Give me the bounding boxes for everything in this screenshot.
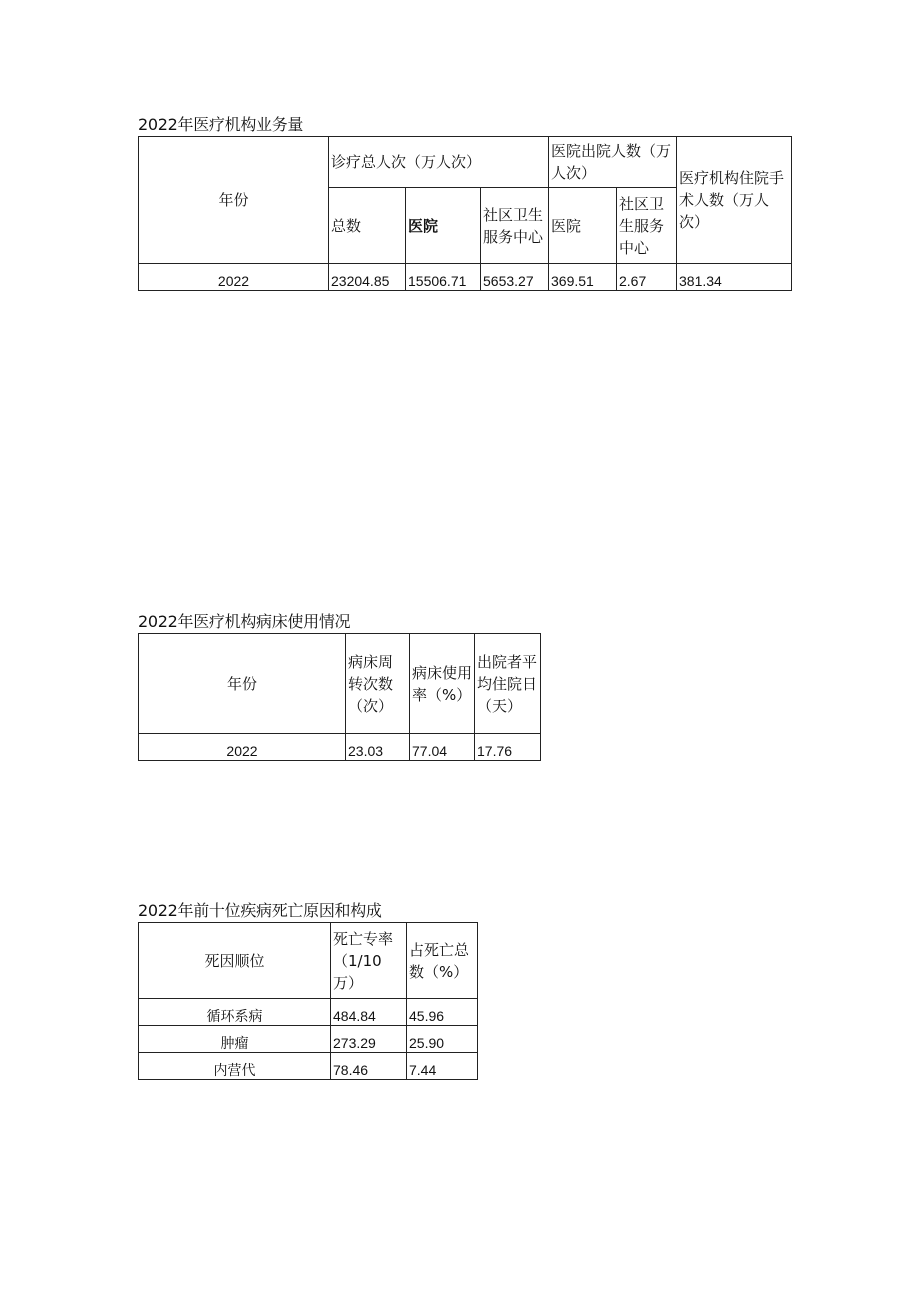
- header-discharge-group: 医院出院人数（万人次）: [549, 137, 677, 188]
- cell-usage: 77.04: [410, 734, 475, 761]
- cell-total: 23204.85: [329, 264, 406, 291]
- header-year: 年份: [139, 634, 346, 734]
- cell-rate: 273.29: [331, 1026, 407, 1053]
- cell-share: 25.90: [407, 1026, 478, 1053]
- cell-share: 7.44: [407, 1053, 478, 1080]
- cell-rate: 484.84: [331, 999, 407, 1026]
- header-community: 社区卫生服务中心: [481, 188, 549, 264]
- cell-year: 2022: [139, 264, 329, 291]
- header-surgery: 医疗机构住院手术人数（万人次）: [677, 137, 792, 264]
- header-total: 总数: [329, 188, 406, 264]
- table-row: [139, 1053, 478, 1080]
- table-row: [139, 1026, 478, 1053]
- header-rank: 死因顺位: [139, 923, 331, 999]
- cell-community: 5653.27: [481, 264, 549, 291]
- cell-turnover: 23.03: [346, 734, 410, 761]
- header-year: 年份: [139, 137, 329, 264]
- table1-medical-workload: [138, 136, 792, 291]
- header-discharge-community: 社区卫生服务中心: [617, 188, 677, 264]
- header-turnover: 病床周转次数（次）: [346, 634, 410, 734]
- header-share: 占死亡总数（%）: [407, 923, 478, 999]
- table-row: [139, 264, 792, 291]
- table3-title: 2022年前十位疾病死亡原因和构成: [138, 901, 382, 920]
- header-avg-stay: 出院者平均住院日（天）: [475, 634, 541, 734]
- table2-bed-usage: [138, 633, 541, 761]
- cell-avg-stay: 17.76: [475, 734, 541, 761]
- cell-year: 2022: [139, 734, 346, 761]
- header-rate: 死亡专率（1/10万）: [331, 923, 407, 999]
- cell-hospital: 15506.71: [406, 264, 481, 291]
- table-row: [139, 734, 541, 761]
- cell-cause: 肿瘤: [139, 1026, 331, 1053]
- header-visits-group: 诊疗总人次（万人次）: [329, 137, 549, 188]
- header-hospital: 医院: [406, 188, 481, 264]
- cell-surgery: 381.34: [677, 264, 792, 291]
- cell-cause: 内营代: [139, 1053, 331, 1080]
- table3-death-causes: [138, 922, 478, 1080]
- cell-discharge-hospital: 369.51: [549, 264, 617, 291]
- table2-title: 2022年医疗机构病床使用情况: [138, 612, 351, 631]
- header-usage: 病床使用率（%）: [410, 634, 475, 734]
- cell-rate: 78.46: [331, 1053, 407, 1080]
- cell-discharge-community: 2.67: [617, 264, 677, 291]
- header-discharge-hospital: 医院: [549, 188, 617, 264]
- cell-cause: 循环系病: [139, 999, 331, 1026]
- cell-share: 45.96: [407, 999, 478, 1026]
- table1-title: 2022年医疗机构业务量: [138, 115, 304, 134]
- table-row: [139, 999, 478, 1026]
